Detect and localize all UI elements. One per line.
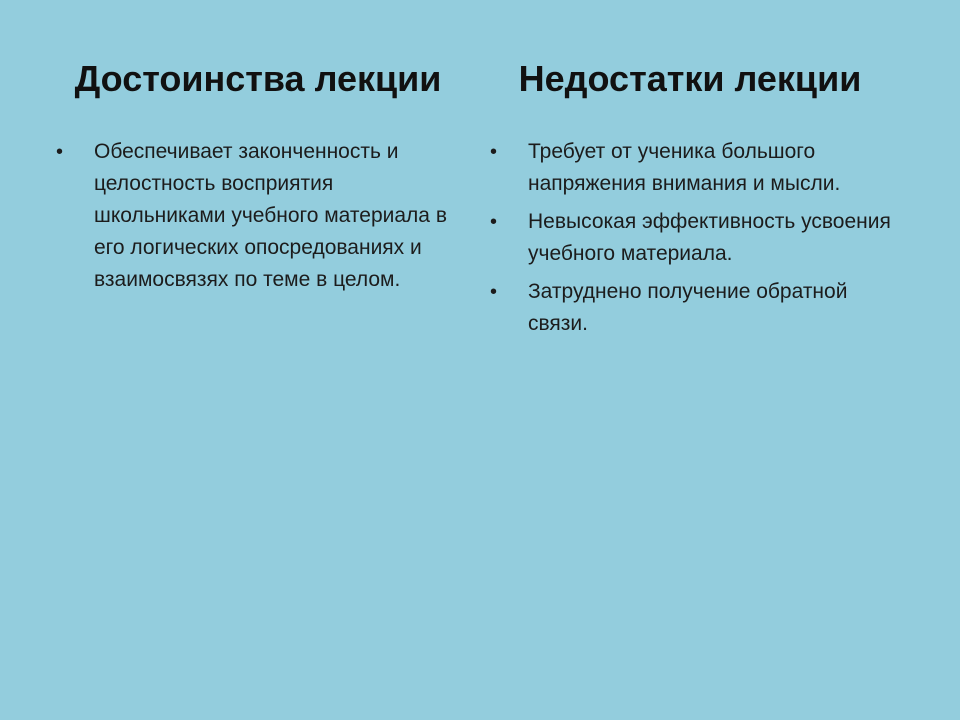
list-item [490, 206, 910, 270]
advantages-list [56, 136, 456, 302]
disadvantages-list [490, 136, 910, 346]
bullet-icon: • [56, 141, 64, 163]
list-item-text: Требует от ученика большого напряжения внимания и мысли. [528, 140, 841, 195]
disadvantages-column [490, 56, 930, 335]
list-item [490, 276, 910, 340]
list-item-text: Обеспечивает законченность и целостность восприятия школьниками учебного материала в его логических опосредованиях и взаимосвязях по теме в целом. [94, 140, 447, 291]
list-item-text: Затруднено получение обратной связи. [528, 280, 848, 335]
bullet-icon: • [490, 141, 498, 163]
bullet-icon: • [490, 211, 498, 233]
advantages-column [48, 56, 468, 291]
list-item [56, 136, 456, 296]
list-item [490, 136, 910, 200]
advantages-heading: Достоинства лекции [74, 58, 442, 99]
bullet-icon: • [490, 281, 498, 303]
disadvantages-heading: Недостатки лекции [518, 58, 862, 99]
list-item-text: Невысокая эффективность усвоения учебного материала. [528, 210, 891, 265]
